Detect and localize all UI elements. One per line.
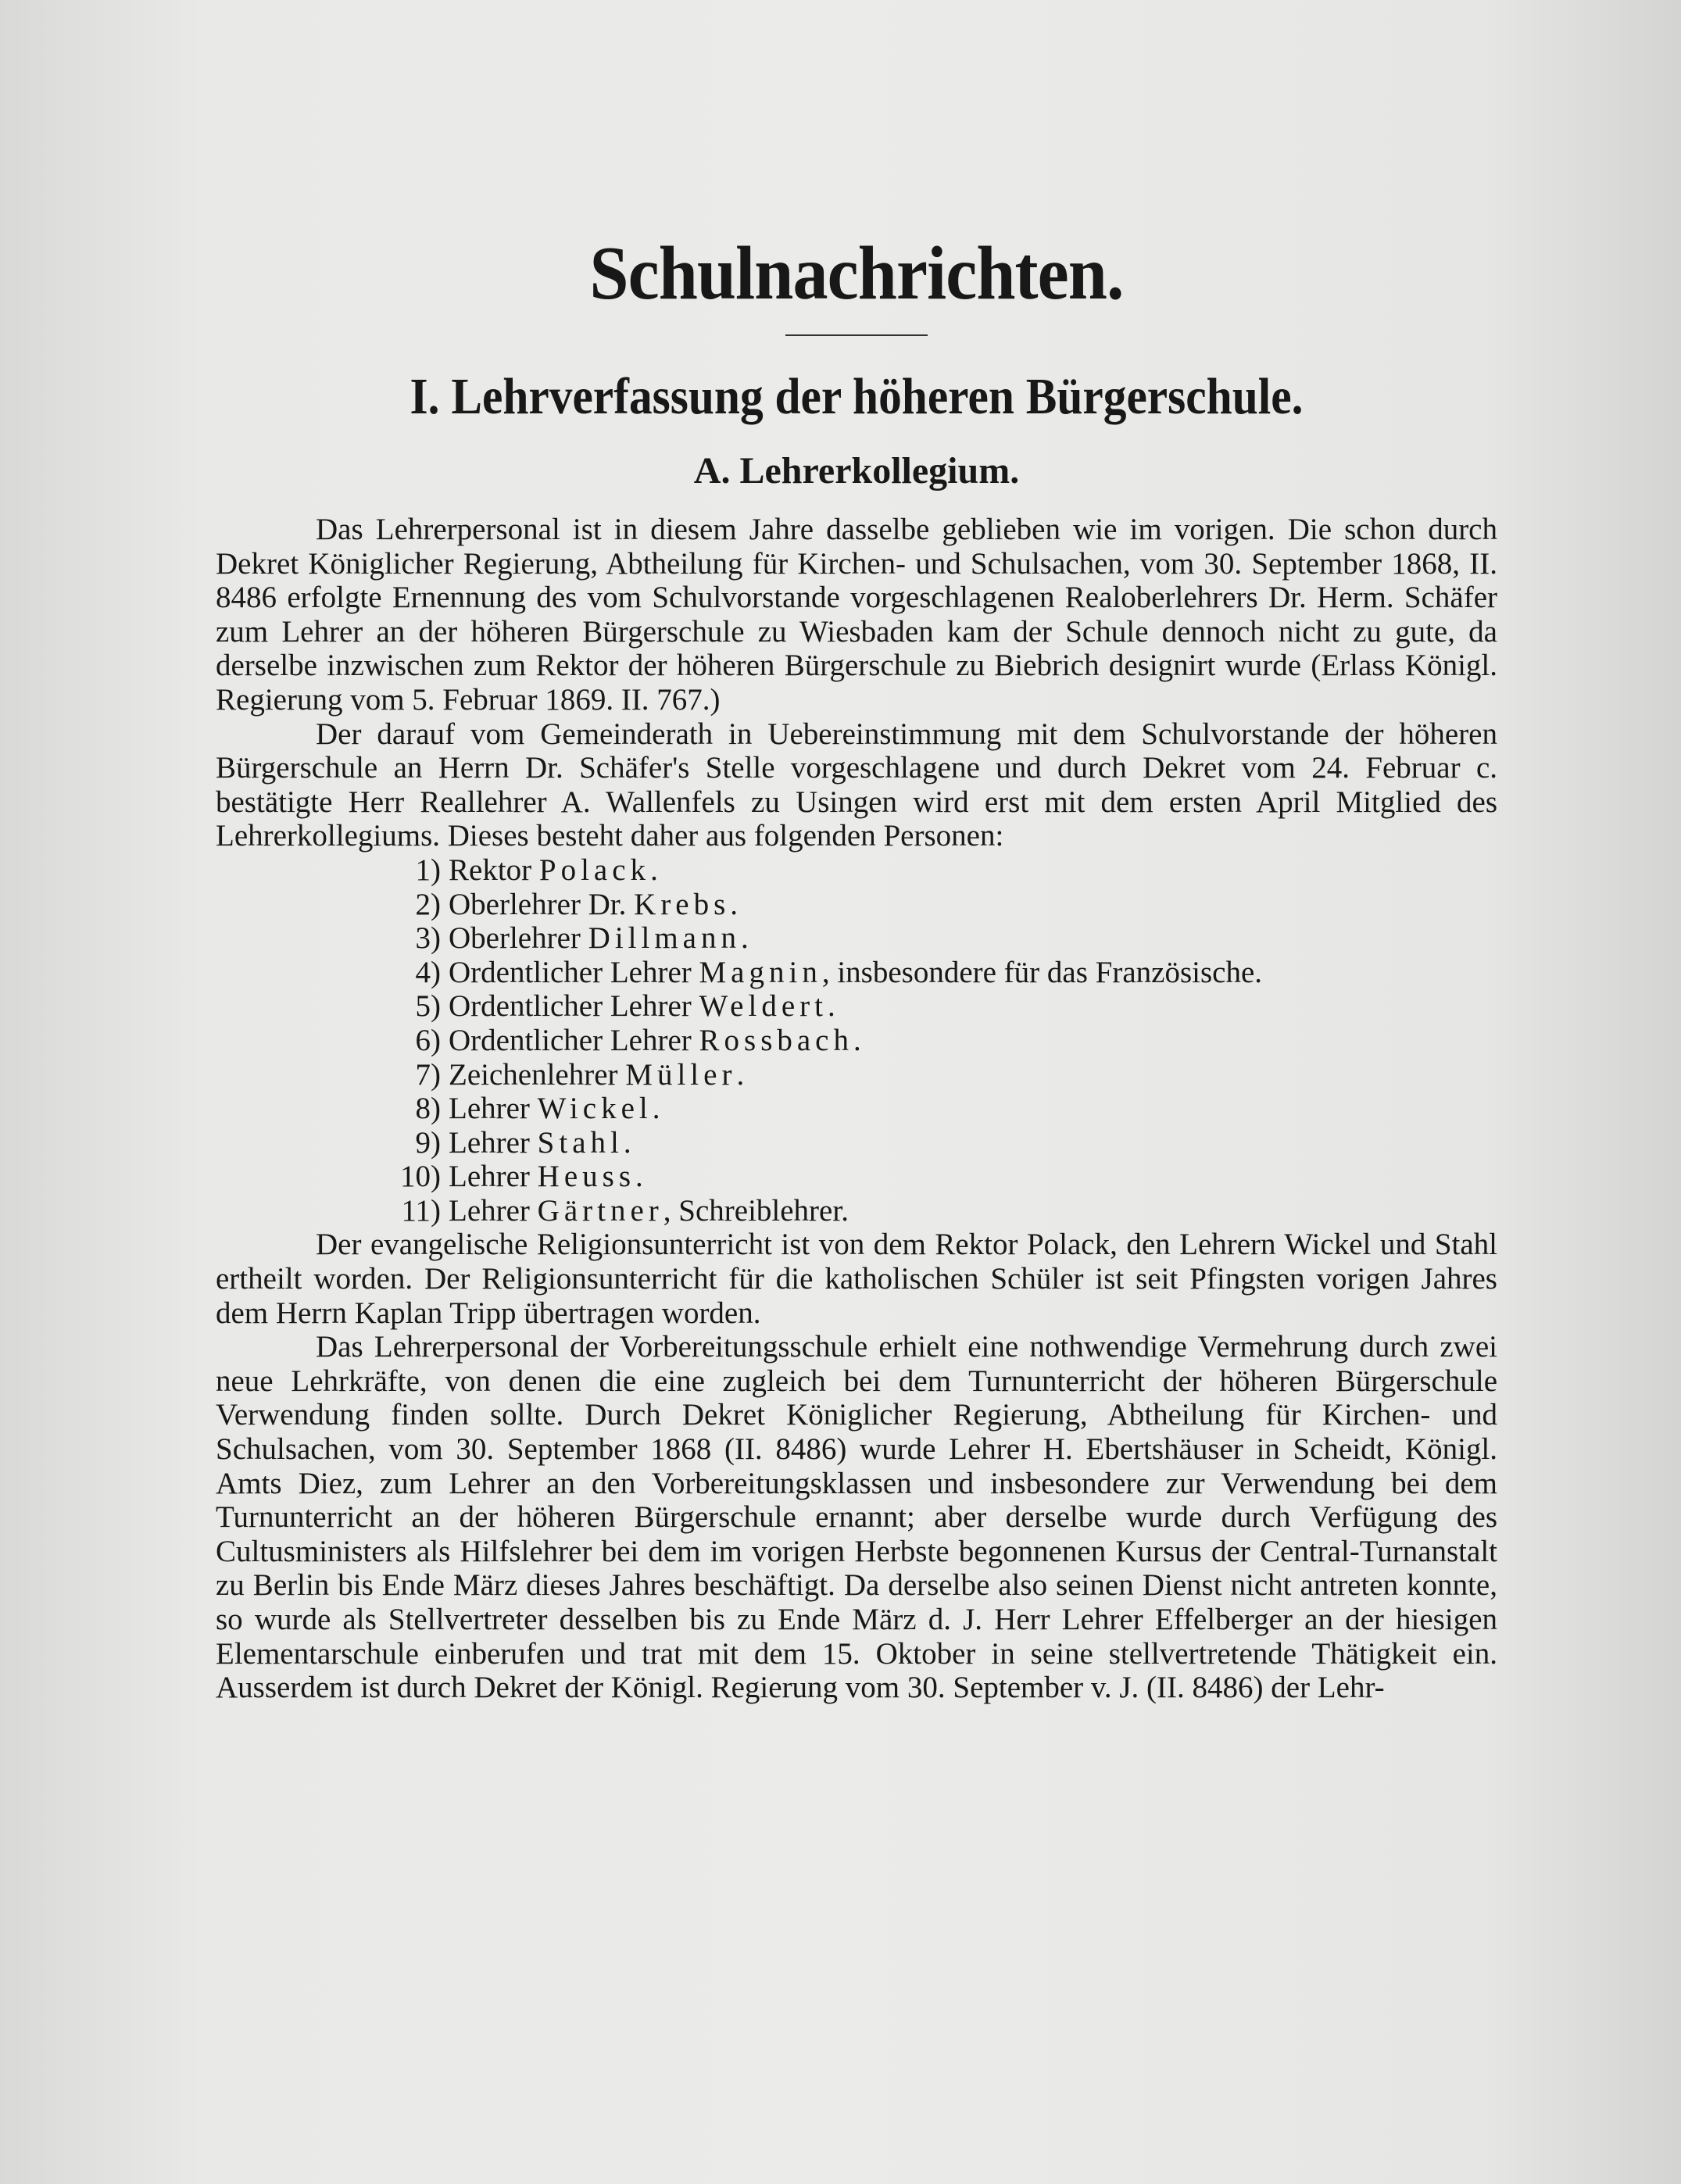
teacher-list-item: 2) Oberlehrer Dr. Krebs. [415, 887, 739, 921]
teacher-list-item: 7) Zeichenlehrer Müller. [415, 1057, 745, 1092]
teacher-list [395, 853, 1497, 1228]
paragraph-4: Das Lehrerpersonal der Vorbereitungsschule erhielt eine nothwendige Vermehrung durch zwei neue Lehrkräfte, von denen die eine zugleich bei dem Turnunterricht der höheren Bürgerschule Verwendung finden sollte. Durch Dekret Königlicher Regierung, Abtheilung für Kirchen- und Schulsachen, vom 30. September 1868 (II. 8486) wurde Lehrer H. Ebertshäuser in Scheidt, Königl. Amts Diez, zum Lehrer an den Vorbereitungsklassen und insbesondere zur Verwendung bei dem Turnunterricht an der höheren Bürgerschule ernannt; aber derselbe wurde durch Verfügung des Cultusministers als Hilfslehrer bei dem im vorigen Herbste begonnenen Kursus der Central-Turnanstalt zu Berlin bis Ende März dieses Jahres beschäftigt. Da derselbe also seinen Dienst nicht antreten konnte, so wurde als Stellvertreter desselben bis zu Ende März d. J. Herr Lehrer Effelberger an der hiesigen Elementarschule einberufen und trat mit dem 15. Oktober in seine stellvertretende Thätigkeit ein. Ausserdem ist durch Dekret der Königl. Regierung vom 30. September v. J. (II. 8486) der Lehr- [216, 1330, 1497, 1705]
teacher-list-item: 6) Ordentlicher Lehrer Rossbach. [415, 1023, 861, 1057]
document-title: Schulnachrichten. [589, 231, 1124, 316]
teacher-list-item: 10) Lehrer Heuss. [400, 1160, 643, 1194]
paragraph-3: Der evangelische Religionsunterricht ist von dem Rektor Polack, den Lehrern Wickel und Stahl ertheilt worden. Der Religionsunterricht für die katholischen Schüler ist seit Pfingsten vorigen Jahres dem Herrn Kaplan Tripp übertragen worden. [216, 1228, 1497, 1330]
title-divider [785, 334, 928, 336]
teacher-list-item: 9) Lehrer Stahl. [415, 1125, 631, 1160]
teacher-list-item: 1) Rektor Polack. [415, 853, 658, 887]
teacher-list-item: 8) Lehrer Wickel. [415, 1092, 660, 1126]
teacher-list-item: 5) Ordentlicher Lehrer Weldert. [415, 989, 835, 1024]
document-page [216, 227, 1497, 1705]
teacher-list-item: 3) Oberlehrer Dillmann. [415, 921, 749, 956]
teacher-list-item: 11) Lehrer Gärtner, Schreiblehrer. [401, 1193, 849, 1228]
subsection-heading: A. Lehrerkollegium. [693, 450, 1020, 491]
section-heading: I. Lehrverfassung der höheren Bürgerschule. [410, 368, 1304, 425]
paragraph-1: Das Lehrerpersonal ist in diesem Jahre dasselbe geblieben wie im vorigen. Die schon durch Dekret Königlicher Regierung, Abtheilung für Kirchen- und Schulsachen, vom 30. September 1868, II. 8486 erfolgte Ernennung des vom Schulvorstande vorgeschlagenen Realoberlehrers Dr. Herm. Schäfer zum Lehrer an der höheren Bürgerschule zu Wiesbaden kam der Schule dennoch nicht zu gute, da derselbe inzwischen zum Rektor der höheren Bürgerschule zu Biebrich designirt wurde (Erlass Königl. Regierung vom 5. Februar 1869. II. 767.) [216, 513, 1497, 717]
teacher-list-item: 4) Ordentlicher Lehrer Magnin, insbesondere für das Französische. [415, 955, 1263, 989]
paragraph-2: Der darauf vom Gemeinderath in Uebereinstimmung mit dem Schulvorstande der höheren Bürgerschule an Herrn Dr. Schäfer's Stelle vorgeschlagene und durch Dekret vom 24. Februar c. bestätigte Herr Reallehrer A. Wallenfels zu Usingen wird erst mit dem ersten April Mitglied des Lehrerkollegiums. Dieses besteht daher aus folgenden Personen: [216, 717, 1497, 853]
